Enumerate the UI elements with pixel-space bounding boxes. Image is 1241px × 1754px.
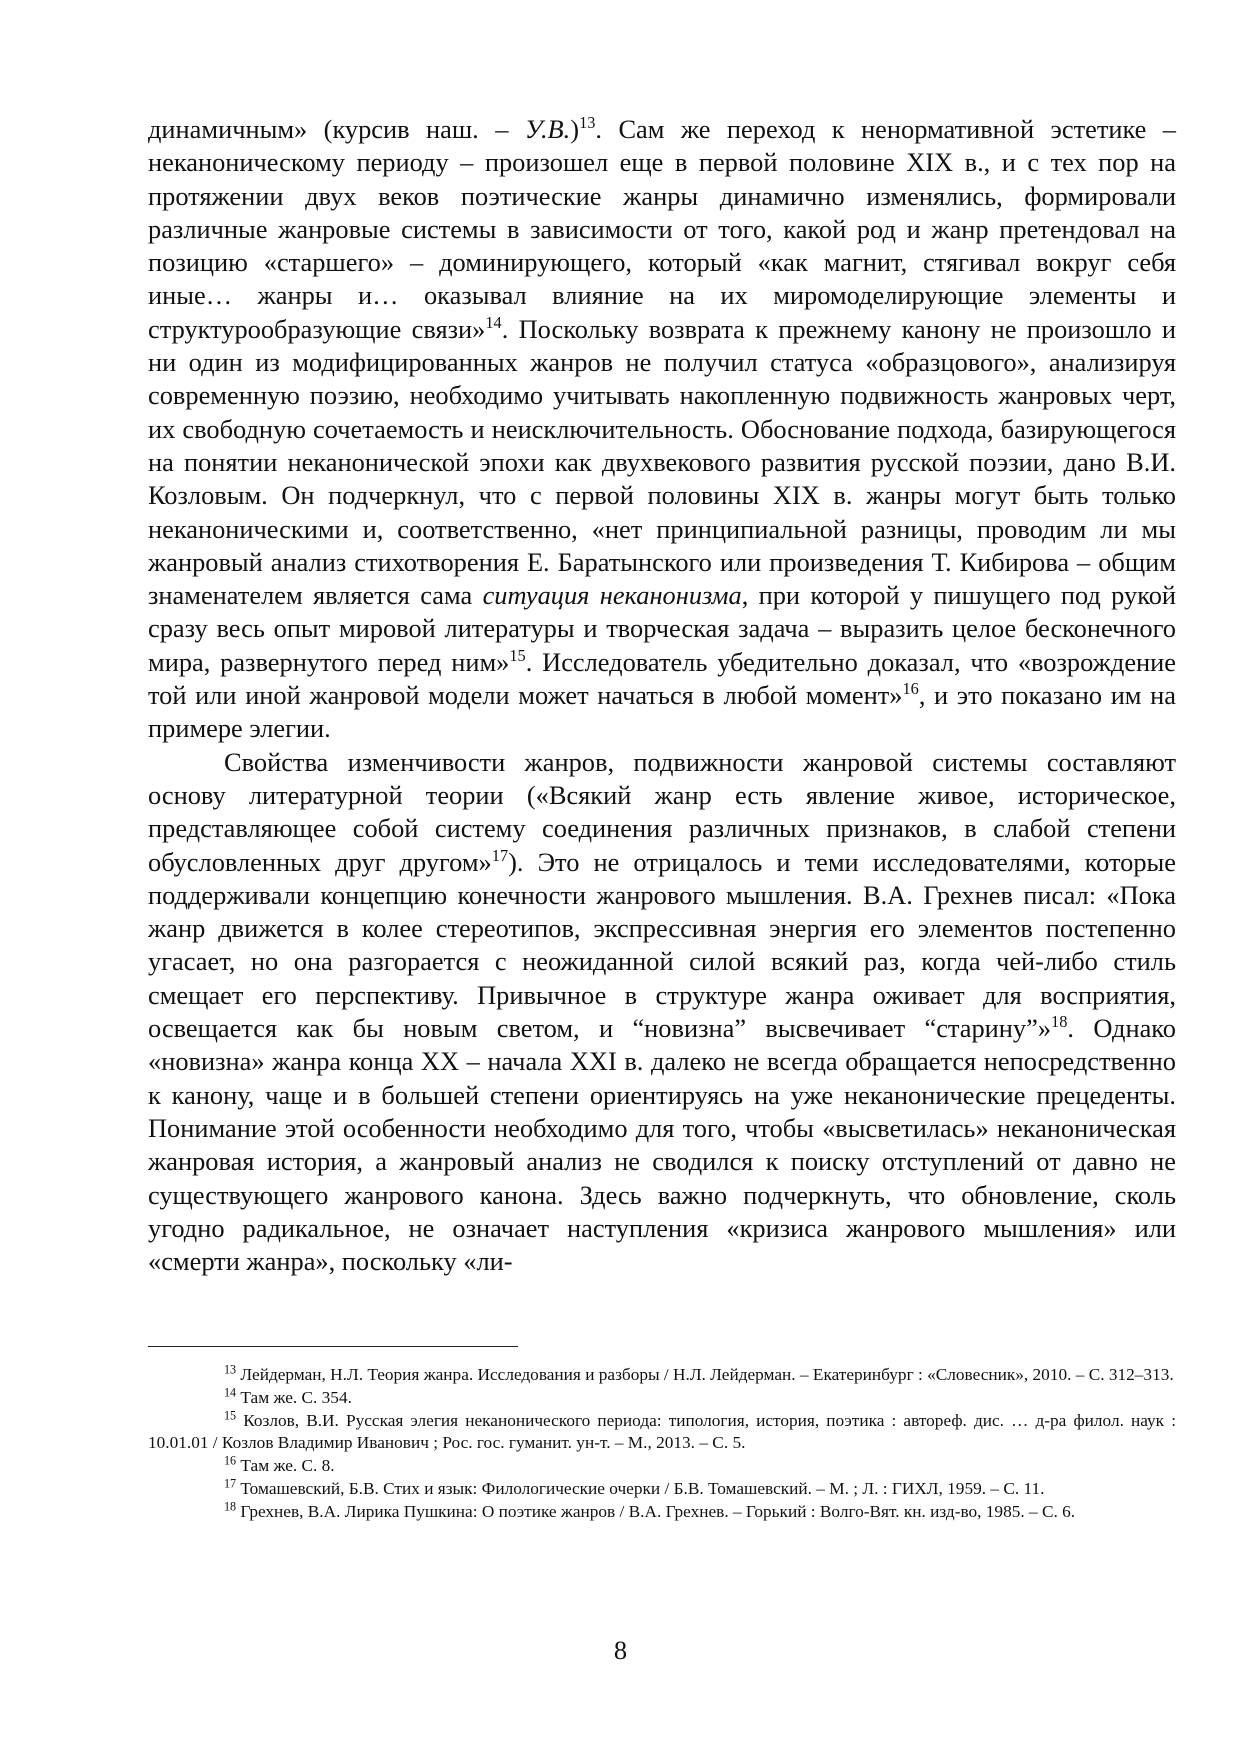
text-run: , при которой у пишущего под рукой сразу весь опыт мировой литературы и творческая задача – выразить целое бесконечного мира, развернутого перед ним» (148, 580, 1177, 677)
text-run: динамичным» (курсив наш. – (148, 114, 525, 144)
page-number: 8 (613, 1635, 628, 1665)
text-run: , и это показано им на примере элегии. (148, 680, 1176, 744)
footnote (148, 1364, 1176, 1387)
paragraph (148, 746, 1176, 1279)
text-run: ) (570, 114, 580, 144)
italic-text: ситуация неканонизма (482, 580, 742, 611)
footnote-ref: 17 (491, 845, 509, 865)
footnote (148, 1501, 1176, 1524)
footnotes (148, 1364, 1176, 1524)
footnote-separator (148, 1346, 518, 1347)
footnote-ref: 14 (485, 312, 502, 332)
footnote-text: Грехнев, В.А. Лирика Пушкина: О поэтике жанров / В.А. Грехнев. – Горький : Волго-Вят. кн. изд-во, 1985. – С. 6. (236, 1501, 1076, 1521)
footnote-number: 15 (224, 1407, 237, 1422)
footnote (148, 1455, 1176, 1478)
footnote-ref: 13 (579, 112, 596, 132)
footnote (148, 1478, 1176, 1501)
text-run: Свойства изменчивости жанров, подвижности жанровой системы составляют основу литературной теории («Всякий жанр есть явление живое, историческое, представляющее собой систему соединения различных признаков, в слабой степени обусловленных друг другом» (148, 746, 1176, 877)
footnote-number: 17 (224, 1476, 237, 1491)
footnote-text: Там же. С. 354. (236, 1387, 352, 1407)
text-run: . Поскольку возврата к прежнему канону не произошло и ни один из модифицированных жанров не получил статуса «образцового», анализируя современную поэзию, необходимо учитывать накопленную подвижность жанровых черт, их свободную сочетаемость и неисключительность. Обоснование подхода, базирующегося на понятии неканонической эпохи как двухвекового развития русской поэзии, дано В.И. Козловым. Он подчеркнул, что с первой половины XIX в. жанры могут быть только неканоническими и, соответственно, «нет принципиальной разницы, проводим ли мы жанровый анализ стихотворения Е. Баратынского или произведения Т. Кибирова – общим знаменателем является сама (148, 313, 1176, 611)
text-run: . Исследователь убедительно доказал, что «возрождение той или иной жанровой модели может начаться в любой момент» (148, 646, 1176, 711)
footnote-number: 13 (224, 1362, 237, 1377)
main-text (148, 113, 1176, 1278)
footnote (148, 1387, 1176, 1410)
paragraph (148, 113, 1176, 746)
italic-text: У.В. (524, 114, 571, 144)
footnote-text: Козлов, В.И. Русская элегия неканонического периода: типология, история, поэтика : автореф. дис. … д-ра филол. наук : 10.01.01 / Козлов Владимир Иванович ; Рос. гос. гуманит. ун-т. – М., 2013. – С. 5. (148, 1410, 1176, 1453)
footnote-text: Томашевский, Б.В. Стих и язык: Филологические очерки / Б.В. Томашевский. – М. ; Л. : ГИХЛ, 1959. – С. 11. (236, 1478, 1045, 1498)
footnote-number: 16 (224, 1453, 237, 1468)
footnote (148, 1407, 1176, 1456)
text-run: . Однако «новизна» жанра конца XX – начала XXI в. далеко не всегда обращается непосредственно к канону, чаще и в большей степени ориентируясь на уже неканонические прецеденты. Понимание этой особенности необходимо для того, чтобы «высветилась» неканоническая жанровая история, а жанровый анализ не сводился к поиску отступлений от давно не существующего жанрового канона. Здесь важно подчеркнуть, что обновление, сколь угодно радикальное, не означает наступления «кризиса жанрового мышления» или «смерти жанра», поскольку «ли- (148, 1013, 1176, 1277)
text-run: . Сам же переход к ненормативной эстетике – неканоническому периоду – произошел еще в первой половине XIX в., и с тех пор на протяжении двух веков поэтические жанры динамично изменялись, формировали различные жанровые системы в зависимости от того, какой род и жанр претендовал на позицию «старшего» – доминирующего, который «как магнит, стягивал вокруг себя иные… жанры и… оказывал влияние на их миромоделирующие элементы и структурообразующие связи» (148, 114, 1177, 344)
footnote-text: Там же. С. 8. (236, 1456, 335, 1476)
footnote-ref: 16 (902, 678, 919, 698)
footnote-number: 18 (224, 1499, 237, 1514)
text-run: ). Это не отрицалось и теми исследователями, которые поддерживали концепцию конечности жанрового мышления. В.А. Грехнев писал: «Пока жанр движется в колее стереотипов, экспрессивная энергия его элементов постепенно угасает, но она разгорается с неожиданной силой всякий раз, когда чей-либо стиль смещает его перспективу. Привычное в структуре жанра оживает для восприятия, освещается как бы новым светом, и “новизна” высвечивает “старину”» (148, 846, 1177, 1044)
footnote-ref: 18 (1051, 1011, 1068, 1031)
footnote-ref: 15 (509, 645, 526, 665)
footnote-number: 14 (224, 1385, 237, 1400)
footnote-text: Лейдерман, Н.Л. Теория жанра. Исследования и разборы / Н.Л. Лейдерман. – Екатеринбург : «Словесник», 2010. – С. 312–313. (236, 1365, 1174, 1384)
